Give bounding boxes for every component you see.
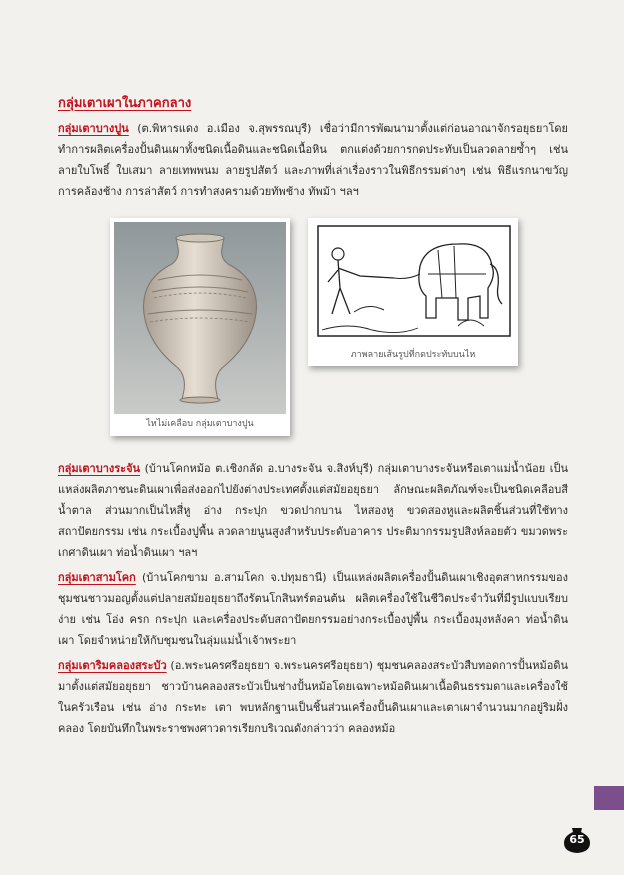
paragraph-body: (อ.พระนครศรีอยุธยา จ.พระนครศรีอยุธยา) ชุมชนคลองสระบัวสืบทอดการปั้นหม้อดินมาตั้งแต่สมัยอยุธยา ชาวบ้านคลองสระบัวเป็นช่างปั้นหม้อโดยเฉพาะหม้อดินเผาเนื้อดินธรรมดาและเครื่องใช้ในครัวเรือน เช่น อ่าง กระทะ เตา พบหลักฐานเป็นชิ้นส่วนเครื่องปั้นดินเผาและเตาเผาจำนวนมากอยู่ริมฝั่งคลอง โดยบันทึกในพระราชพงศาวดารเรียกบริเวณดังกล่าวว่า คลองหม้อ (58, 659, 568, 735)
paragraph-body: (บ้านโคกขาม อ.สามโคก จ.ปทุมธานี) เป็นแหล่งผลิตเครื่องปั้นดินเผาเชิงอุตสาหกรรมของชุมชนชาวมอญตั้งแต่ปลายสมัยอยุธยาถึงรัตนโกสินทร์ตอนต้น ผลิตเครื่องใช้ในชีวิตประจำวันที่มีรูปแบบเรียบง่าย เช่น โอ่ง ครก กระปุก และเครื่องประดับสถาปัตยกรรมอย่างกระเบื้องปูพื้น กระเบื้องมุงหลังคา ท่อน้ำดินเผา โดยจำหน่ายให้กับชุมชนในลุ่มแม่น้ำเจ้าพระยา (58, 571, 568, 647)
paragraph-heading: กลุ่มเตาบางระจัน (58, 462, 141, 475)
paragraph-bang-pun (58, 118, 568, 202)
jar-photo (110, 218, 290, 436)
page-number-badge (562, 826, 592, 854)
paragraph-heading: กลุ่มเตาสามโคก (58, 571, 136, 584)
paragraph-body: (บ้านโคกหม้อ ต.เชิงกลัด อ.บางระจัน จ.สิงห์บุรี) กลุ่มเตาบางระจันหรือเตาแม่น้ำน้อย เป็นแหล่งผลิตภาชนะดินเผาเพื่อส่งออกไปยังต่างประเทศตั้งแต่สมัยอยุธยา ลักษณะผลิตภัณฑ์จะเป็นชนิดเคลือบสีน้ำตาล ส่วนมากเป็นไหสี่หู อ่าง กระปุก ขวดปากบาน ไหสองหู ขวดสองหูและผลิตชิ้นส่วนที่ใช้ทางสถาปัตยกรรม เช่น กระเบื้องปูพื้น ลวดลายนูนสูงสำหรับประดับอาคาร ประติมากรรมรูปสิงห์ลอยตัว ขมวดพระเกศาดินเผา ท่อน้ำดินเผา ฯลฯ (58, 462, 568, 559)
paragraph-khlong-sa-bua (58, 655, 568, 739)
photo-caption: ไหไม่เคลือบ กลุ่มเตาบางปูน (146, 419, 254, 429)
paragraph-body: (ต.พิหารแดง อ.เมือง จ.สุพรรณบุรี) เชื่อว่ามีการพัฒนามาตั้งแต่ก่อนอาณาจักรอยุธยาโดยทำการผลิตเครื่องปั้นดินเผาทั้งชนิดเนื้อดินและชนิดเนื้อหิน ตกแต่งด้วยการกดประทับเป็นลวดลายซ้ำๆ เช่น ลายใบโพธิ์ ใบเสมา ลายเทพพนม ลายรูปสัตว์ และภาพที่เล่าเรื่องราวในพิธีกรรมต่างๆ เช่น พิธีแรกนาขวัญ การคล้องช้าง การล่าสัตว์ การทำสงครามด้วยทัพช้าง ทัพม้า ฯลฯ (58, 122, 568, 198)
chapter-tab (594, 786, 624, 810)
elephant-drawing (308, 218, 518, 366)
drawing-caption: ภาพลายเส้นรูปที่กดประทับบนไห (350, 350, 476, 360)
paragraph-heading: กลุ่มเตาบางปูน (58, 122, 129, 135)
paragraph-bang-rachan (58, 458, 568, 563)
paragraph-sam-khok (58, 567, 568, 651)
page-number: 65 (569, 833, 585, 846)
jar-image (110, 218, 290, 414)
drawing-image (308, 218, 518, 346)
section-title: กลุ่มเตาเผาในภาคกลาง (58, 96, 192, 111)
paragraph-heading: กลุ่มเตาริมคลองสระบัว (58, 659, 167, 672)
